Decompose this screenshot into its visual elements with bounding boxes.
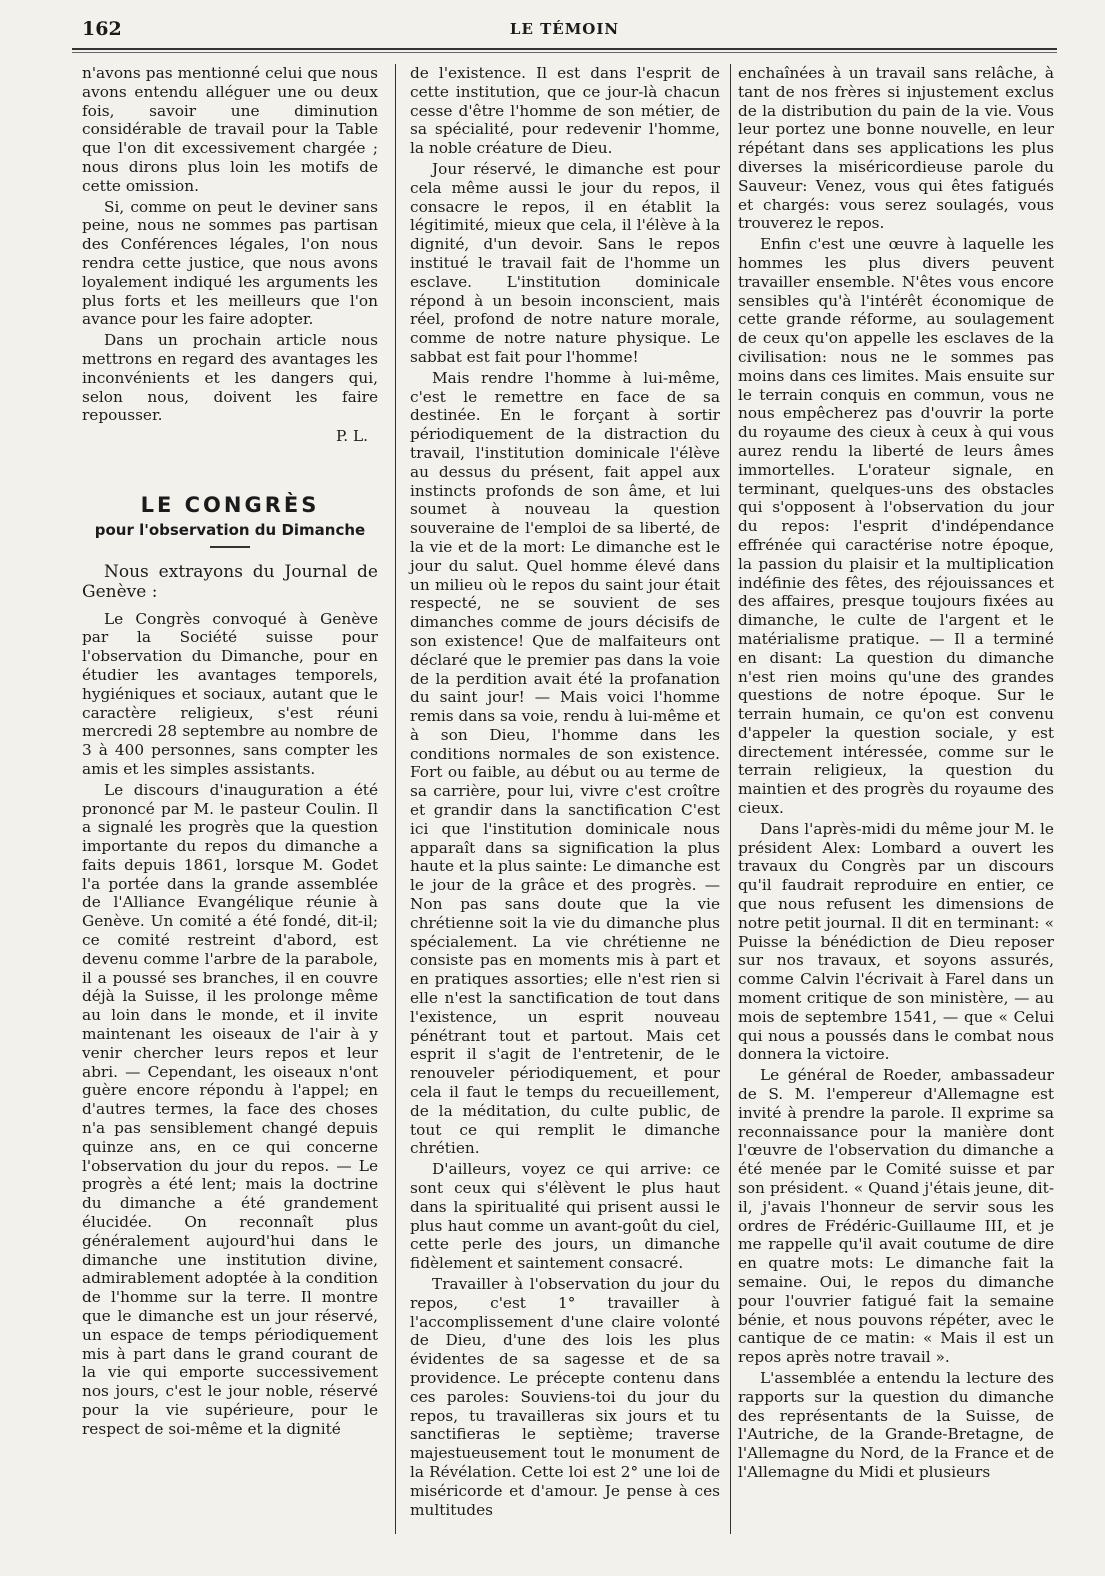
header-rule-thin (72, 52, 1057, 53)
paragraph: Travailler à l'observation du jour du repos, c'est 1° travailler à l'accomplissement d'une claire volonté de Dieu, d'une des lois les plus évidentes de sa sagesse et de sa providence. Le précepte contenu dans ces paroles: Souviens-toi du jour du repos, tu travailleras six jours et tu sanctifieras le septième; traverse majestueusement tout le monument de la Révélation. Cette loi est 2° une loi de miséricorde et d'amour. Je pense à ces multitudes (410, 1275, 720, 1519)
paragraph: Dans un prochain article nous mettrons en regard des avantages les inconvénients et les dangers qui, selon nous, doivent les faire repousser. (82, 331, 378, 425)
paragraph: Si, comme on peut le deviner sans peine, nous ne sommes pas partisan des Conférences légales, l'on nous rendra cette justice, que nous avons loyalement indiqué les arguments les plus forts et les meilleurs que l'on avance pour les faire adopter. (82, 197, 378, 329)
paragraph: Dans l'après-midi du même jour M. le président Alex: Lombard a ouvert les travaux du Congrès par un discours qu'il faudrait reproduire en entier, ce que nous refusent les dimensions de notre petit journal. Il dit en terminant: « Puisse la bénédiction de Dieu reposer sur nos travaux, et soyons assurés, comme Calvin l'écrivait à Farel dans un moment critique de son ministère, — au mois de septembre 1541, — que « Celui qui nous a poussés dans le combat nous donnera la victoire. (738, 819, 1054, 1064)
column-2 (410, 64, 720, 1521)
header-rule (72, 48, 1057, 50)
paragraph: D'ailleurs, voyez ce qui arrive: ce sont ceux qui s'élèvent le plus haut dans la spiritualité qui prisent aussi le plus haut comme un avant-goût du ciel, cette perle des jours, un dimanche fidèlement et saintement consacré. (410, 1160, 720, 1273)
column-3 (738, 64, 1054, 1484)
paragraph: de l'existence. Il est dans l'esprit de cette institution, que ce jour-là chacun cesse d'être l'homme de son métier, de sa spécialité, pour redevenir l'homme, la noble créature de Dieu. (410, 64, 720, 158)
paragraph: Le général de Roeder, ambassadeur de S. M. l'empereur d'Allemagne est invité à prendre la parole. Il exprime sa reconnaissance pour la manière dont l'œuvre de l'observation du dimanche a été menée par le Comité suisse et par son président. « Quand j'étais jeune, dit-il, j'avais l'honneur de servir sous les ordres de Frédéric-Guillaume III, et je me rappelle qu'il avait coutume de dire en quatre mots: Le dimanche fait la semaine. Oui, le repos du dimanche pour l'ouvrier fatigué fait la semaine bénie, et nous pouvons répéter, avec le cantique de ce matin: « Mais il est un repos après notre travail ». (738, 1066, 1054, 1367)
paragraph: Enfin c'est une œuvre à laquelle les hommes les plus divers peuvent travailler ensemble. N'êtes vous encore sensibles qu'à l'intérêt économique de cette grande réforme, au soulagement de ceux qu'on appelle les esclaves de la civilisation: nous ne le sommes pas moins dans ces limites. Mais ensuite sur le terrain conquis en commun, vous ne nous empêcherez pas d'ouvrir la porte du royaume des cieux à ceux à qui vous aurez rendu la liberté de leurs âmes immortelles. L'orateur signale, en terminant, quelques-uns des obstacles qui s'opposent à l'observation du jour du repos: l'esprit d'indépendance effrénée qui caractérise notre époque, la passion du plaisir et la multiplication indéfinie des fêtes, des réjouissances et des affaires, presque toujours fixées au dimanche, le culte de l'argent et le matérialisme pratique. — Il a terminé en disant: La question du dimanche n'est rien moins qu'une des grandes questions de notre époque. Sur le terrain humain, ce qu'on est convenu d'appeler la question sociale, y est directement intéressée, comme sur le terrain religieux, la question du maintien et des progrès du royaume des cieux. (738, 235, 1054, 818)
journal-title: LE TÉMOIN (509, 20, 620, 38)
paragraph: Le Congrès convoqué à Genève par la Société suisse pour l'observation du Dimanche, pour en étudier les avantages temporels, hygiéniques et sociaux, autant que le caractère religieux, s'est réuni mercredi 28 septembre au nombre de 3 à 400 personnes, sans compter les amis et les simples assistants. (82, 609, 378, 778)
paragraph: Nous extrayons du Journal de Genève : (82, 561, 378, 602)
paragraph: enchaînées à un travail sans relâche, à tant de nos frères si injustement exclus de la distribution du pain de la vie. Vous leur portez une bonne nouvelle, en leur répétant dans ses applications les plus diverses la miséricordieuse parole du Sauveur: Venez, vous qui êtes fatigués et chargés: vous serez soulagés, vous trouverez le repos. (738, 64, 1054, 233)
title-rule (210, 546, 250, 548)
paragraph: Jour réservé, le dimanche est pour cela même aussi le jour du repos, il consacre le repos, il en établit la légitimité, mieux que cela, il l'élève à la dignité, d'un devoir. Sans le repos institué le travail fait de l'homme un esclave. L'institution dominicale répond à un besoin inconscient, mais réel, profond de notre nature morale, comme de notre nature physique. Le sabbat est fait pour l'homme! (410, 159, 720, 366)
article-subtitle: pour l'observation du Dimanche (94, 520, 366, 539)
paragraph: L'assemblée a entendu la lecture des rapports sur la question du dimanche des représentants de la Suisse, de l'Autriche, de la Grande-Bretagne, de l'Allemagne du Nord, de la France et de l'Allemagne du Midi et plusieurs (738, 1368, 1054, 1481)
page-number: 162 (82, 18, 122, 40)
article-title: LE CONGRÈS (140, 492, 320, 517)
paragraph: n'avons pas mentionné celui que nous avons entendu alléguer une ou deux fois, savoir une diminution considérable de travail pour la Table que l'on dit excessivement chargée ; nous dirons plus loin les motifs de cette omission. (82, 64, 378, 195)
column-divider (395, 64, 396, 1534)
author-signature: P. L. (336, 427, 368, 446)
paragraph: Mais rendre l'homme à lui-même, c'est le remettre en face de sa destinée. En le forçant à sortir périodiquement de la distraction du travail, l'institution dominicale l'élève au dessus du présent, fait appel aux instincts profonds de son âme, et lui soumet à nouveau la question souveraine de l'emploi de sa liberté, de la vie et de la mort: Le dimanche est le jour du salut. Quel homme élevé dans un milieu où le repos du saint jour était respecté, ne se souvient de ses dimanches comme de jours décisifs de son existence! Que de malfaiteurs ont déclaré que le premier pas dans la voie de la perdition avait été la profanation du saint jour! — Mais voici l'homme remis dans sa voie, rendu à lui-même et à son Dieu, l'homme dans les conditions normales de son existence. Fort ou faible, au début ou au terme de sa carrière, pour lui, vivre c'est croître et grandir dans la sanctification C'est ici que l'institution dominicale nous apparaît dans sa signification la plus haute et la plus sainte: Le dimanche est le jour de la grâce et des progrès. — Non pas sans doute que la vie chrétienne soit la vie du dimanche plus spécialement. La vie chrétienne ne consiste pas en moments mis à part et en pratiques assorties; elle n'est rien si elle n'est la sanctification de tout dans l'existence, un esprit nouveau pénétrant tout et partout. Mais cet esprit il s'agit de l'entretenir, de le renouveler périodiquement, et pour cela il faut le temps du recueillement, de la méditation, du culte public, de tout ce qui remplit le dimanche chrétien. (410, 368, 720, 1158)
page-header (72, 18, 1057, 46)
column-divider (730, 64, 731, 1534)
paragraph: Le discours d'inauguration a été prononcé par M. le pasteur Coulin. Il a signalé les progrès que la question importante du repos du dimanche a faits depuis 1861, lorsque M. Godet l'a portée dans la grande assemblée de l'Alliance Evangélique réunie à Genève. Un comité a été fondé, dit-il; ce comité restreint d'abord, est devenu comme l'arbre de la parabole, il a poussé ses branches, il en couvre déjà la Suisse, il les prolonge même au loin dans le monde, et il invite maintenant les oiseaux de l'air à y venir chercher leurs repos et leur abri. — Cependant, les oiseaux n'ont guère encore répondu à l'appel; en d'autres termes, la face des choses n'a pas sensiblement changé depuis quinze ans, en ce qui concerne l'observation du jour du repos. — Le progrès a été lent; mais la doctrine du dimanche a été grandement élucidée. On reconnaît plus généralement aujourd'hui dans le dimanche une institution divine, admirablement adoptée à la condition de l'homme sur la terre. Il montre que le dimanche est un jour réservé, un espace de temps périodiquement mis à part dans le grand courant de la vie qui emporte successivement nos jours, c'est le jour noble, réservé pour la vie supérieure, pour le respect de soi-même et la dignité (82, 780, 378, 1438)
column-1 (82, 64, 378, 1441)
